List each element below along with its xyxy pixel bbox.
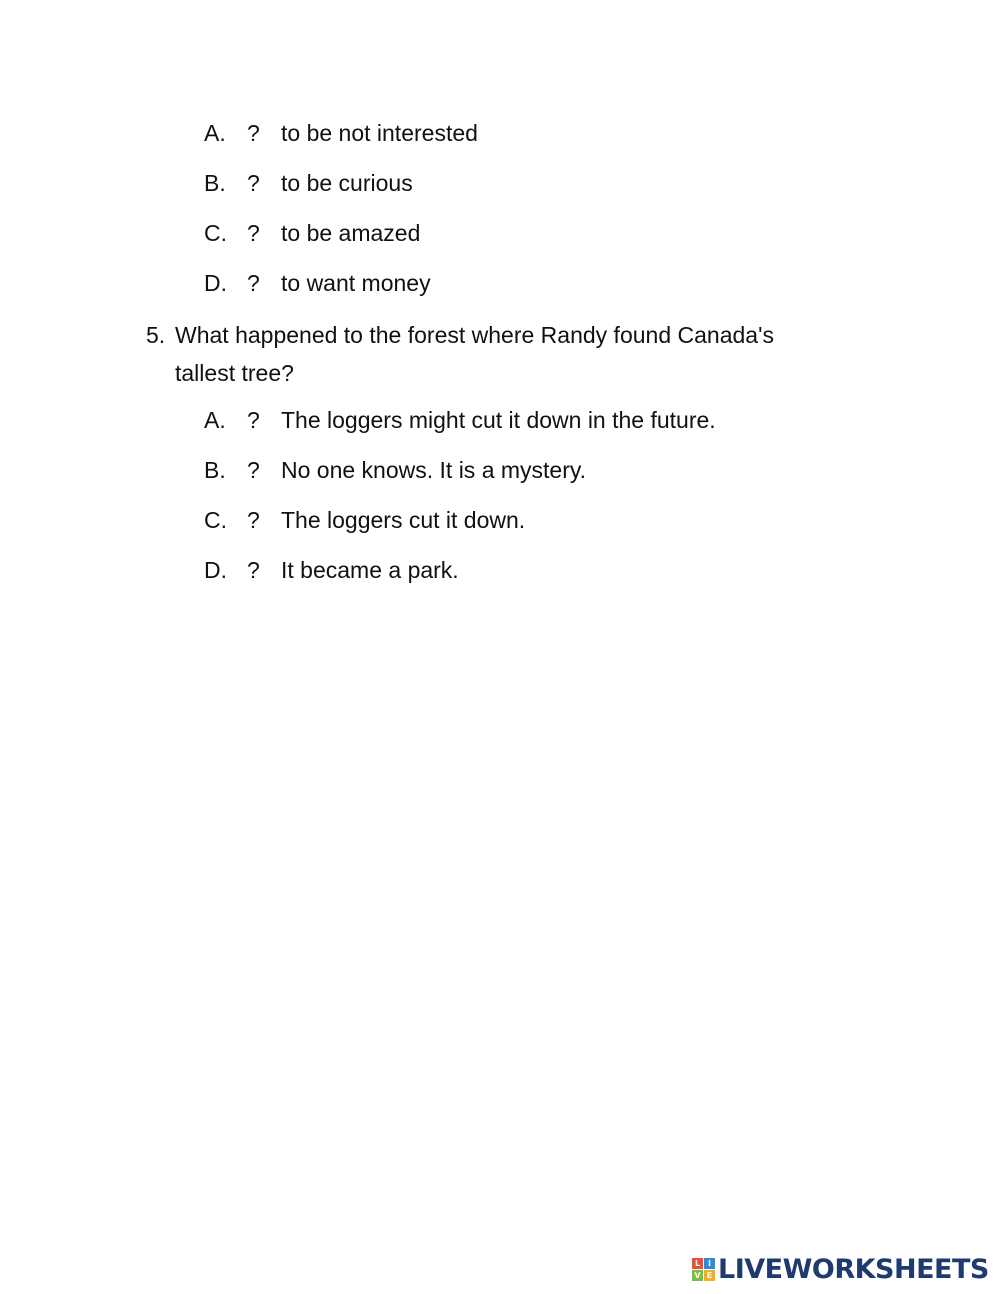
answer-checkbox[interactable]: ? (247, 507, 260, 533)
option-text: to be not interested (281, 120, 478, 146)
answer-checkbox[interactable]: ? (247, 557, 260, 583)
option-letter: D. (204, 557, 227, 583)
answer-checkbox[interactable]: ? (247, 120, 260, 146)
option-text: No one knows. It is a mystery. (281, 457, 587, 483)
logo-tile: I (704, 1258, 715, 1269)
question-text: What happened to the forest where Randy found Canada's tallest tree? (175, 322, 774, 386)
option-text: to be amazed (281, 220, 421, 246)
option-letter: B. (204, 170, 226, 196)
option-letter: C. (204, 507, 227, 533)
answer-checkbox[interactable]: ? (247, 457, 260, 483)
question-number: 5. (146, 322, 166, 348)
logo-tile: E (704, 1270, 715, 1281)
answer-checkbox[interactable]: ? (247, 170, 260, 196)
option-letter: C. (204, 220, 227, 246)
answer-checkbox[interactable]: ? (247, 220, 260, 246)
option-text: to be curious (281, 170, 413, 196)
liveworksheets-logo (692, 1254, 989, 1284)
answer-checkbox[interactable]: ? (247, 407, 260, 433)
option-letter: A. (204, 407, 226, 433)
logo-tile: L (692, 1258, 703, 1269)
answer-checkbox[interactable]: ? (247, 270, 260, 296)
option-text: It became a park. (281, 557, 459, 583)
option-text: The loggers cut it down. (281, 507, 526, 533)
logo-tile: V (692, 1270, 703, 1281)
question-5 (146, 316, 826, 392)
option-letter: A. (204, 120, 226, 146)
option-text: to want money (281, 270, 431, 296)
brand-name: LIVEWORKSHEETS (718, 1253, 989, 1285)
option-letter: D. (204, 270, 227, 296)
option-letter: B. (204, 457, 226, 483)
option-text: The loggers might cut it down in the future. (281, 407, 716, 433)
logo-icon (692, 1258, 715, 1281)
